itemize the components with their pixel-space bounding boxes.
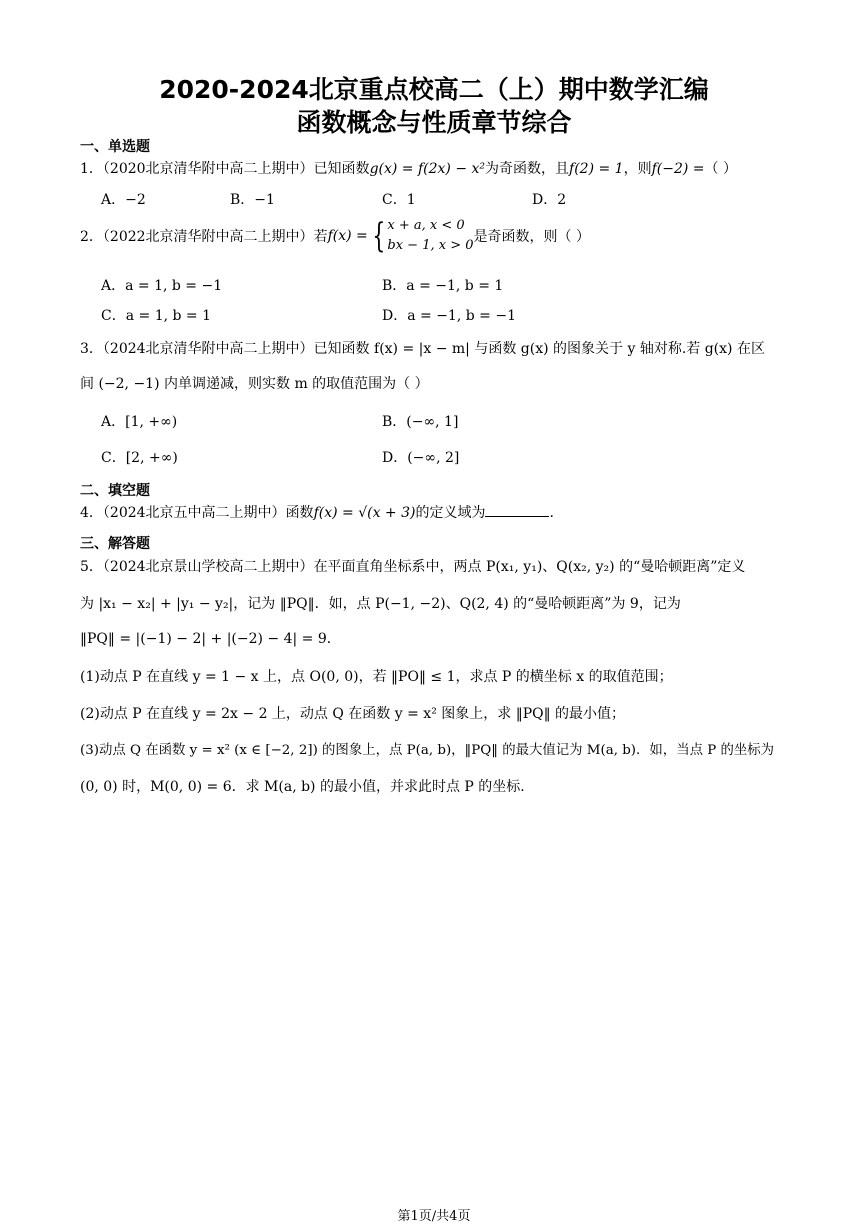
section-fill-blank: 二、填空题 <box>80 483 150 499</box>
option-d: D．2 <box>532 192 567 208</box>
question-source: （2022北京清华附中高二上期中） <box>102 229 314 245</box>
math-expr: f(−2) = <box>651 161 705 177</box>
option-b: B．(−∞, 1] <box>382 414 459 430</box>
option-a: A．a = 1, b = −1 <box>101 278 223 294</box>
page-title: 2020-2024北京重点校高二（上）期中数学汇编 <box>159 75 709 104</box>
answer-blank <box>485 504 549 517</box>
question-5-part2: (2)动点 P 在直线 y = 2x − 2 上，动点 Q 在函数 y = x² 图象上，求 ‖PQ‖ 的最小值； <box>80 706 626 722</box>
option-c: C．1 <box>382 192 416 208</box>
question-2: 2．（2022北京清华附中高二上期中）若f(x) = { x + a, x < 0 bx − 1, x > 0是奇函数，则（ ） <box>80 216 590 256</box>
math-expr: f(2) = 1 <box>569 161 624 177</box>
question-4: 4．（2024北京五中高二上期中）函数f(x) = √(x + 3)的定义域为 . <box>80 505 554 521</box>
question-5-line3: ‖PQ‖ = |(−1) − 2| + |(−2) − 4| = 9． <box>80 631 341 647</box>
section-answer: 三、解答题 <box>80 536 150 552</box>
question-number: 2． <box>80 229 103 245</box>
option-d: D．a = −1, b = −1 <box>382 308 516 324</box>
question-source: （2024北京景山学校高二上期中） <box>102 559 314 575</box>
brace-symbol: { <box>372 216 386 256</box>
math-expr: f(x) = <box>327 228 368 244</box>
piecewise-cases: x + a, x < 0 bx − 1, x > 0 <box>387 218 474 253</box>
question-number: 4． <box>80 505 103 521</box>
question-1: 1．（2020北京清华附中高二上期中）已知函数g(x) = f(2x) − x²为奇函数，且f(2) = 1，则f(−2) =（ ） <box>80 161 737 177</box>
answer-paren: （ ） <box>704 161 737 177</box>
question-number: 3． <box>80 341 103 357</box>
question-5-part3: (3)动点 Q 在函数 y = x² (x ∈ [−2, 2]) 的图象上，点 P(a, b)，‖PQ‖ 的最大值记为 M(a, b)．如，当点 P 的坐标为 <box>80 743 775 758</box>
question-5-line2: 为 |x₁ − x₂| + |y₁ − y₂|，记为 ‖PQ‖．如，点 P(−1, −2)、Q(2, 4) 的“曼哈顿距离”为 9，记为 <box>80 596 681 612</box>
question-source: （2024北京五中高二上期中） <box>102 505 286 521</box>
question-source: （2020北京清华附中高二上期中） <box>102 161 314 177</box>
option-a: A．[1, +∞) <box>101 414 178 430</box>
option-d: D．(−∞, 2] <box>382 450 460 466</box>
question-number: 1． <box>80 161 103 177</box>
option-c: C．[2, +∞) <box>101 450 178 466</box>
question-5: 5．（2024北京景山学校高二上期中）在平面直角坐标系中，两点 P(x₁, y₁)、Q(x₂, y₂) 的“曼哈顿距离”定义 <box>80 559 746 575</box>
math-expr: f(x) = √(x + 3) <box>313 505 416 521</box>
question-source: （2024北京清华附中高二上期中） <box>102 341 314 357</box>
option-b: B．a = −1, b = 1 <box>382 278 504 294</box>
option-b: B．−1 <box>230 192 275 208</box>
option-c: C．a = 1, b = 1 <box>101 308 211 324</box>
question-number: 5． <box>80 559 103 575</box>
option-a: A．−2 <box>101 192 146 208</box>
math-expr: g(x) = f(2x) − x² <box>369 161 486 177</box>
section-single-choice: 一、单选题 <box>80 139 150 155</box>
question-5-part1: (1)动点 P 在直线 y = 1 − x 上，点 O(0, 0)，若 ‖PO‖ ≤ 1，求点 P 的横坐标 x 的取值范围； <box>80 669 673 685</box>
question-3-cont: 间 (−2, −1) 内单调递减，则实数 m 的取值范围为（ ） <box>80 376 429 392</box>
question-3: 3．（2024北京清华附中高二上期中）已知函数 f(x) = |x − m| 与函数 g(x) 的图象关于 y 轴对称.若 g(x) 在区 <box>80 341 765 357</box>
page-footer: 第1页/共4页 <box>397 1209 471 1224</box>
page-subtitle: 函数概念与性质章节综合 <box>296 108 572 137</box>
question-5-part3-cont: (0, 0) 时，M(0, 0) = 6．求 M(a, b) 的最小值，并求此时点 P 的坐标. <box>80 779 525 795</box>
